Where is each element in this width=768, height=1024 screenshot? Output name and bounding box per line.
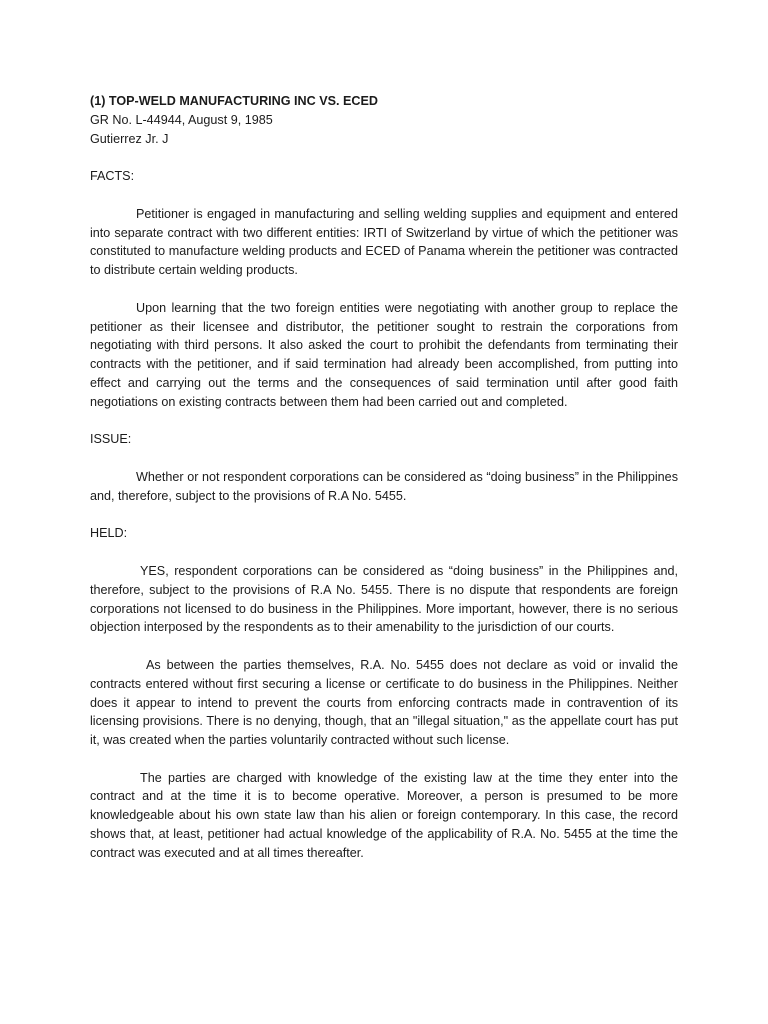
held-paragraph: As between the parties themselves, R.A. No. 5455 does not declare as void or invalid the contracts entered without first securing a license or certificate to do business in the Philippines. Neither does it appear to intend to prevent the courts from enforcing contracts made in contravention of its licensing provisions. There is no denying, though, that an "illegal situation," as the appellate court has put it, was created when the parties voluntarily contracted without such license.: [90, 657, 678, 748]
facts-heading: FACTS:: [90, 169, 135, 184]
held-heading: HELD:: [90, 526, 128, 541]
document-page: [90, 92, 678, 863]
ponente: Gutierrez Jr. J: [90, 131, 169, 146]
issue-paragraph: Whether or not respondent corporations can be considered as “doing business” in the Philippines and, therefore, subject to the provisions of R.A No. 5455.: [90, 469, 678, 503]
facts-paragraph: Upon learning that the two foreign entities were negotiating with another group to replace the petitioner as their licensee and distributor, the petitioner sought to restrain the corporations from negotiating with third persons. It also asked the court to prohibit the defendants from terminating their contracts with the petitioner, and if said termination had already been accomplished, from putting into effect and carrying out the terms and the consequences of said termination until after good faith negotiations on existing contracts between them had been carried out and completed.: [90, 300, 678, 409]
held-paragraph: The parties are charged with knowledge of the existing law at the time they enter into the contract and at the time it is to become operative. Moreover, a person is presumed to be more knowledgeable about his own state law than his alien or foreign contemporary. In this case, the record shows that, at least, petitioner had actual knowledge of the applicability of R.A. No. 5455 at the time the contract was executed and at all times thereafter.: [90, 770, 678, 860]
facts-paragraph: Petitioner is engaged in manufacturing and selling welding supplies and equipment and entered into separate contract with two different entities: IRTI of Switzerland by virtue of which the petitioner was constituted to manufacture welding products and ECED of Panama wherein the petitioner was contracted to distribute certain welding products.: [90, 206, 678, 278]
case-title: (1) TOP-WELD MANUFACTURING INC VS. ECED: [90, 94, 379, 108]
case-number-date: GR No. L-44944, August 9, 1985: [90, 112, 273, 127]
held-paragraph: YES, respondent corporations can be considered as “doing business” in the Philippines and, therefore, subject to the provisions of R.A No. 5455. There is no dispute that respondents are foreign corporations not licensed to do business in the Philippines. More important, however, there is no serious objection interposed by the respondents as to their amenability to the jurisdiction of our courts.: [90, 563, 678, 635]
issue-heading: ISSUE:: [90, 432, 132, 447]
